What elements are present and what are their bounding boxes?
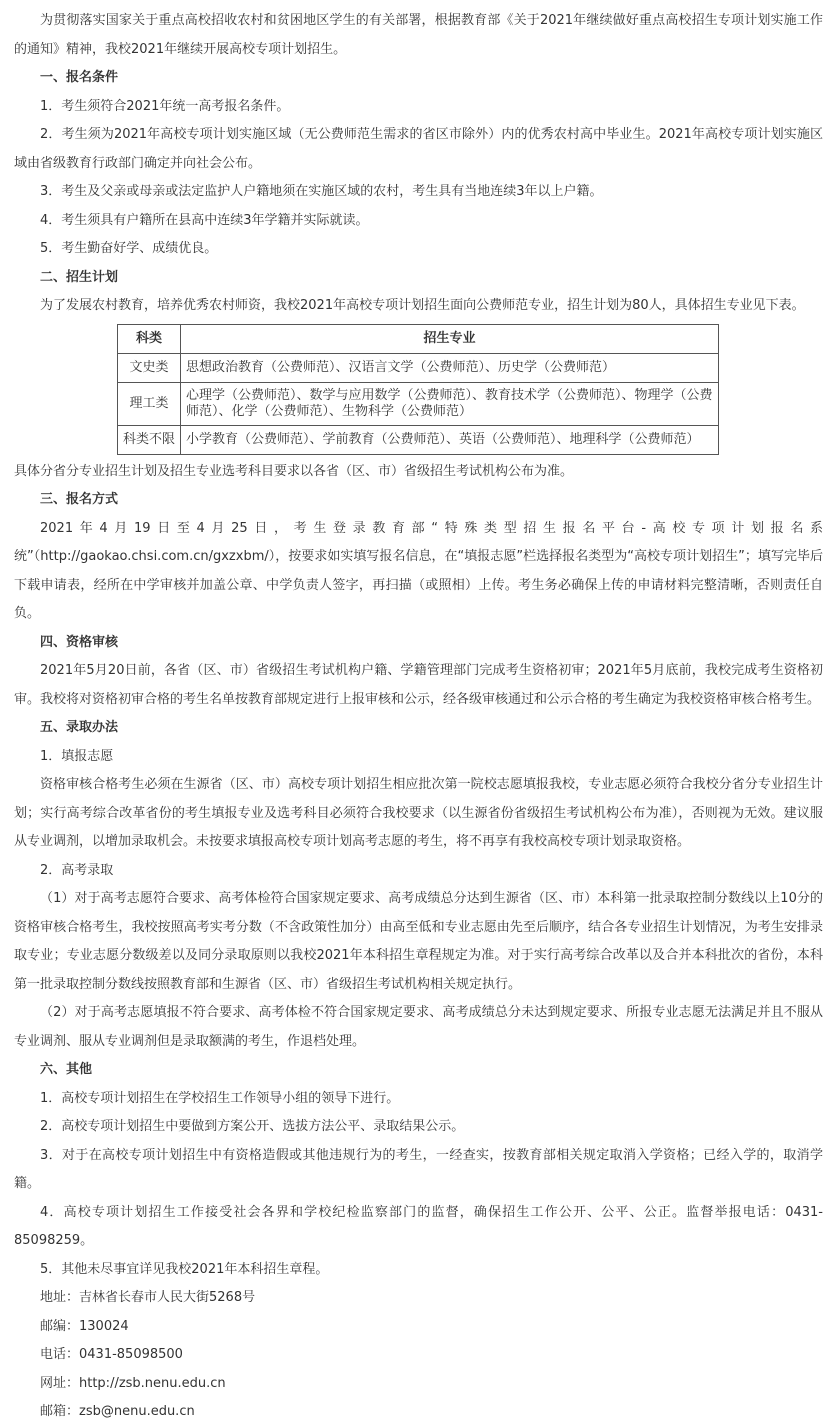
section-title-admission: 五、录取办法 [40,720,119,735]
other-item-5: 5．其他未尽事宜详见我校2021年本科招生章程。 [40,1261,329,1277]
majors-table [117,324,719,455]
table-cell-majors: 小学教育（公费师范）、学前教育（公费师范）、英语（公费师范）、地理科学（公费师范） [181,425,719,454]
other-item-2: 2．高校专项计划招生中要做到方案公开、选拔方法公平、录取结果公示。 [40,1119,465,1134]
requirement-item-3: 3．考生及父亲或母亲或法定监护人户籍地须在实施区域的农村，考生具有当地连续3年以上户籍。 [40,184,603,199]
admission-sub-body-2b: （2）对于高考志愿填报不符合要求、高考体检不符合国家规定要求、高考成绩总分未达到规定要求、所报专业志愿无法满足并且不服从专业调剂、服从专业调剂但是录取额满的考生，作退档处理。 [14,1005,823,1049]
table-cell-category: 理工类 [118,382,181,425]
registration-body: 2021年4月19日至4月25日，考生登录教育部“特殊类型招生报名平台-高校专项计划报名系统”（http://gaokao.chsi.com.cn/gxzxbm/），按要求如实填写报名信息，在“填报志愿”栏选择报名类型为“高校专项计划招生”；填写完毕后下载申请表，经所在中学审核并加盖公章、中学负责人签字，再扫描（或照相）上传。考生务必确保上传的申请材料完整清晰，否则责任自负。 [14,520,823,621]
admission-sub-title-2: 2．高考录取 [40,862,114,878]
other-item-3: 3．对于在高校专项计划招生中有资格造假或其他违规行为的考生，一经查实，按教育部相关规定取消入学资格；已经入学的，取消学籍。 [14,1147,823,1191]
requirement-item-5: 5．考生勤奋好学、成绩优良。 [40,241,218,256]
table-row [118,382,719,425]
intro-paragraph: 为贯彻落实国家关于重点高校招收农村和贫困地区学生的有关部署，根据教育部《关于2021年继续做好重点高校招生专项计划实施工作的通知》精神，我校2021年继续开展高校专项计划招生。 [14,13,823,57]
section-title-plan: 二、招生计划 [40,269,119,285]
table-row [118,425,719,454]
table-cell-majors: 思想政治教育（公费师范）、汉语言文学（公费师范）、历史学（公费师范） [181,353,719,382]
review-body: 2021年5月20日前，各省（区、市）省级招生考试机构户籍、学籍管理部门完成考生资格初审；2021年5月底前，我校完成考生资格初审。我校将对资格初审合格的考生名单按教育部规定进行上报审核和公示，经各级审核通过和公示合格的考生确定为我校资格审核合格考生。 [14,663,823,707]
table-cell-majors: 心理学（公费师范）、数学与应用数学（公费师范）、教育技术学（公费师范）、物理学（公费师范）、化学（公费师范）、生物科学（公费师范） [181,382,719,425]
contact-postcode: 邮编：130024 [40,1318,129,1334]
contact-phone: 电话：0431-85098500 [40,1347,183,1362]
requirement-item-2: 2．考生须为2021年高校专项计划实施区域（无公费师范生需求的省区市除外）内的优秀农村高中毕业生。2021年高校专项计划实施区域由省级教育行政部门确定并向社会公布。 [14,127,823,171]
table-row [118,353,719,382]
contact-website[interactable]: 网址：http://zsb.nenu.edu.cn [40,1375,226,1391]
contact-address: 地址：吉林省长春市人民大街5268号 [40,1290,256,1305]
admission-sub-title-1: 1．填报志愿 [40,748,114,764]
section-title-review: 四、资格审核 [40,634,119,650]
plan-intro: 为了发展农村教育，培养优秀农村师资，我校2021年高校专项计划招生面向公费师范专业，招生计划为80人，具体招生专业见下表。 [40,298,805,313]
admission-sub-body-2a: （1）对于高考志愿符合要求、高考体检符合国家规定要求、高考成绩总分达到生源省（区、市）本科第一批录取控制分数线以上10分的资格审核合格考生，我校按照高考实考分数（不含政策性加分）由高至低和专业志愿由先至后顺序，结合各专业招生计划情况，为考生安排录取专业；专业志愿分数级差以及同分录取原则以我校2021年本科招生章程规定为准。对于实行高考综合改革以及合并本科批次的省份，本科第一批录取控制分数线按照教育部和生源省（区、市）省级招生考试机构相关规定执行。 [14,891,823,992]
other-item-1: 1．高校专项计划招生在学校招生工作领导小组的领导下进行。 [40,1090,400,1106]
requirement-item-4: 4．考生须具有户籍所在县高中连续3年学籍并实际就读。 [40,212,369,228]
table-header-row [118,324,719,353]
other-item-4: 4．高校专项计划招生工作接受社会各界和学校纪检监察部门的监督，确保招生工作公开、公平、公正。监督举报电话：0431-85098259。 [14,1204,823,1248]
table-cell-category: 文史类 [118,353,181,382]
admission-sub-body-1: 资格审核合格考生必须在生源省（区、市）高校专项计划招生相应批次第一院校志愿填报我校，专业志愿必须符合我校分省分专业招生计划；实行高考综合改革省份的考生填报专业及选考科目必须符合我校要求（以生源省份省级招生考试机构公布为准），否则视为无效。建议服从专业调剂，以增加录取机会。未按要求填报高校专项计划高考志愿的考生，将不再享有我校高校专项计划录取资格。 [14,777,823,849]
section-title-other: 六、其他 [40,1062,93,1077]
table-header-majors: 招生专业 [181,324,719,353]
requirement-item-1: 1．考生须符合2021年统一高考报名条件。 [40,98,290,114]
table-header-category: 科类 [118,324,181,353]
table-cell-category: 科类不限 [118,425,181,454]
section-title-requirements: 一、报名条件 [40,70,119,85]
contact-email[interactable]: 邮箱：zsb@nenu.edu.cn [40,1404,195,1419]
section-title-registration: 三、报名方式 [40,492,119,507]
plan-note: 具体分省分专业招生计划及招生专业选考科目要求以各省（区、市）省级招生考试机构公布为准。 [14,463,574,479]
